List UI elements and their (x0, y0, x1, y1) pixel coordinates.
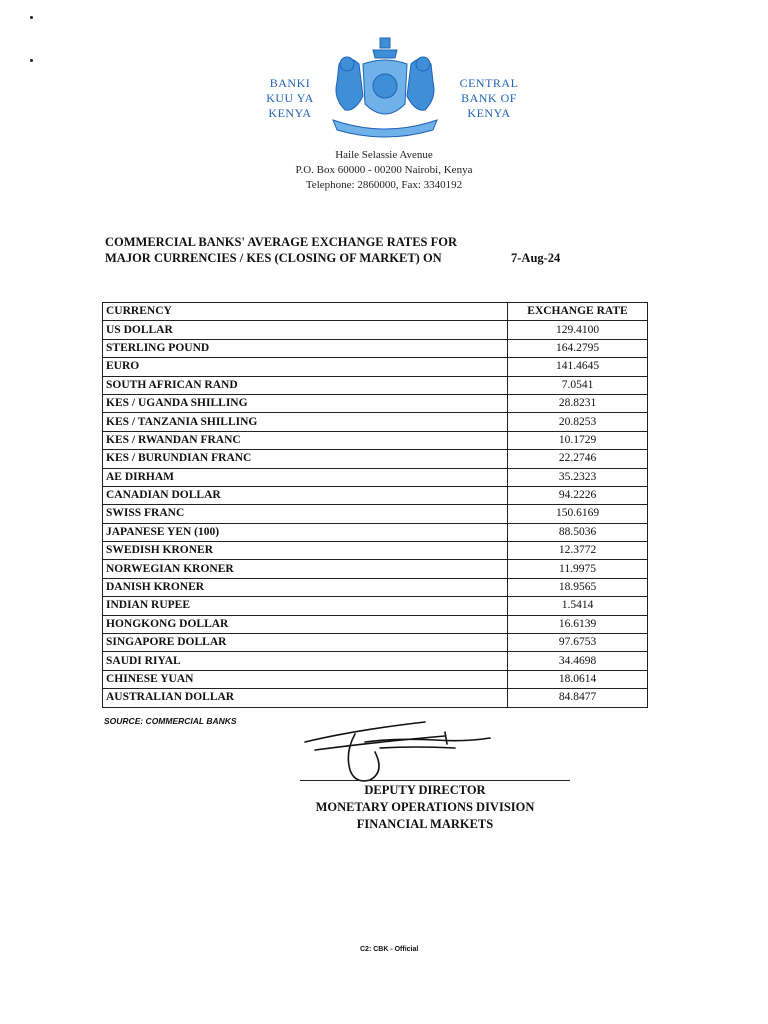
table-row (103, 560, 648, 578)
table-body (103, 321, 648, 707)
currency-name: KES / RWANDAN FRANC (103, 431, 508, 449)
title-line-1: COMMERCIAL BANKS' AVERAGE EXCHANGE RATES FOR (105, 235, 458, 249)
currency-column-header: CURRENCY (103, 303, 508, 321)
currency-name: EURO (103, 358, 508, 376)
currency-name: SWISS FRANC (103, 505, 508, 523)
exchange-rate-value: 97.6753 (508, 634, 648, 652)
exchange-rate-value: 22.2746 (508, 450, 648, 468)
exchange-rate-value: 141.4645 (508, 358, 648, 376)
scan-speck (30, 59, 33, 62)
exchange-rate-value: 88.5036 (508, 523, 648, 541)
table-row (103, 376, 648, 394)
currency-name: KES / TANZANIA SHILLING (103, 413, 508, 431)
table-row (103, 413, 648, 431)
exchange-rate-value: 16.6139 (508, 615, 648, 633)
currency-name: CANADIAN DOLLAR (103, 486, 508, 504)
table-row (103, 339, 648, 357)
signatory-title: DEPUTY DIRECTOR (364, 783, 486, 797)
exchange-rate-value: 150.6169 (508, 505, 648, 523)
scan-speck (30, 16, 33, 19)
exchange-rate-value: 94.2226 (508, 486, 648, 504)
table-row (103, 486, 648, 504)
table-row (103, 597, 648, 615)
cbk-crest-emblem (325, 34, 445, 142)
currency-name: DANISH KRONER (103, 578, 508, 596)
table-row (103, 670, 648, 688)
source-note: SOURCE: COMMERCIAL BANKS (104, 716, 237, 726)
table-row (103, 468, 648, 486)
title-line-2: MAJOR CURRENCIES / KES (CLOSING OF MARKET) ON (105, 251, 442, 265)
address-line: P.O. Box 60000 - 00200 Nairobi, Kenya (295, 164, 473, 176)
signatory-department: FINANCIAL MARKETS (356, 817, 494, 831)
table-row (103, 615, 648, 633)
letterhead-right-line: KENYA (467, 106, 511, 120)
rate-date: 7-Aug-24 (511, 251, 561, 265)
exchange-rate-value: 12.3772 (508, 542, 648, 560)
exchange-rate-value: 34.4698 (508, 652, 648, 670)
letterhead-left-line: BANKI (269, 76, 311, 90)
exchange-rate-value: 28.8231 (508, 394, 648, 412)
currency-name: SAUDI RIYAL (103, 652, 508, 670)
table-row (103, 652, 648, 670)
table-row (103, 431, 648, 449)
currency-name: SWEDISH KRONER (103, 542, 508, 560)
currency-name: STERLING POUND (103, 339, 508, 357)
exchange-rate-value: 164.2795 (508, 339, 648, 357)
exchange-rate-value: 11.9975 (508, 560, 648, 578)
currency-name: SINGAPORE DOLLAR (103, 634, 508, 652)
letterhead-left-line: KUU YA (266, 91, 314, 105)
exchange-rate-value: 1.5414 (508, 597, 648, 615)
table-row (103, 523, 648, 541)
signature-line (300, 780, 570, 781)
table-row (103, 450, 648, 468)
table-row (103, 358, 648, 376)
address-block (234, 148, 534, 193)
letterhead-right-line: CENTRAL (459, 76, 519, 90)
exchange-rate-value: 20.8253 (508, 413, 648, 431)
currency-name: US DOLLAR (103, 321, 508, 339)
table-row (103, 542, 648, 560)
letterhead-left-line: KENYA (268, 106, 312, 120)
signatory-block (300, 782, 550, 833)
rate-column-header: EXCHANGE RATE (508, 303, 648, 321)
currency-name: AUSTRALIAN DOLLAR (103, 689, 508, 707)
currency-name: JAPANESE YEN (100) (103, 523, 508, 541)
currency-name: CHINESE YUAN (103, 670, 508, 688)
currency-name: INDIAN RUPEE (103, 597, 508, 615)
currency-name: KES / BURUNDIAN FRANC (103, 450, 508, 468)
document-title (105, 234, 457, 266)
address-line: Haile Selassie Avenue (335, 149, 433, 161)
table-row (103, 578, 648, 596)
exchange-rate-value: 18.9565 (508, 578, 648, 596)
signatory-division: MONETARY OPERATIONS DIVISION (315, 800, 535, 814)
letterhead-right-line: BANK OF (461, 91, 517, 105)
currency-name: KES / UGANDA SHILLING (103, 394, 508, 412)
address-line: Telephone: 2860000, Fax: 3340192 (305, 179, 463, 191)
exchange-rate-value: 18.0614 (508, 670, 648, 688)
table-header-row (103, 303, 648, 321)
exchange-rate-value: 35.2323 (508, 468, 648, 486)
table-row (103, 505, 648, 523)
letterhead-right (454, 76, 524, 121)
currency-name: NORWEGIAN KRONER (103, 560, 508, 578)
exchange-rate-value: 10.1729 (508, 431, 648, 449)
exchange-rate-table (102, 302, 648, 708)
currency-name: HONGKONG DOLLAR (103, 615, 508, 633)
classification-footer: C2: CBK - Official (360, 946, 419, 953)
exchange-rate-value: 84.8477 (508, 689, 648, 707)
table-row (103, 321, 648, 339)
currency-name: AE DIRHAM (103, 468, 508, 486)
table-row (103, 634, 648, 652)
currency-name: SOUTH AFRICAN RAND (103, 376, 508, 394)
exchange-rate-value: 7.0541 (508, 376, 648, 394)
table-row (103, 689, 648, 707)
table-row (103, 394, 648, 412)
exchange-rate-value: 129.4100 (508, 321, 648, 339)
letterhead-left (262, 76, 318, 121)
